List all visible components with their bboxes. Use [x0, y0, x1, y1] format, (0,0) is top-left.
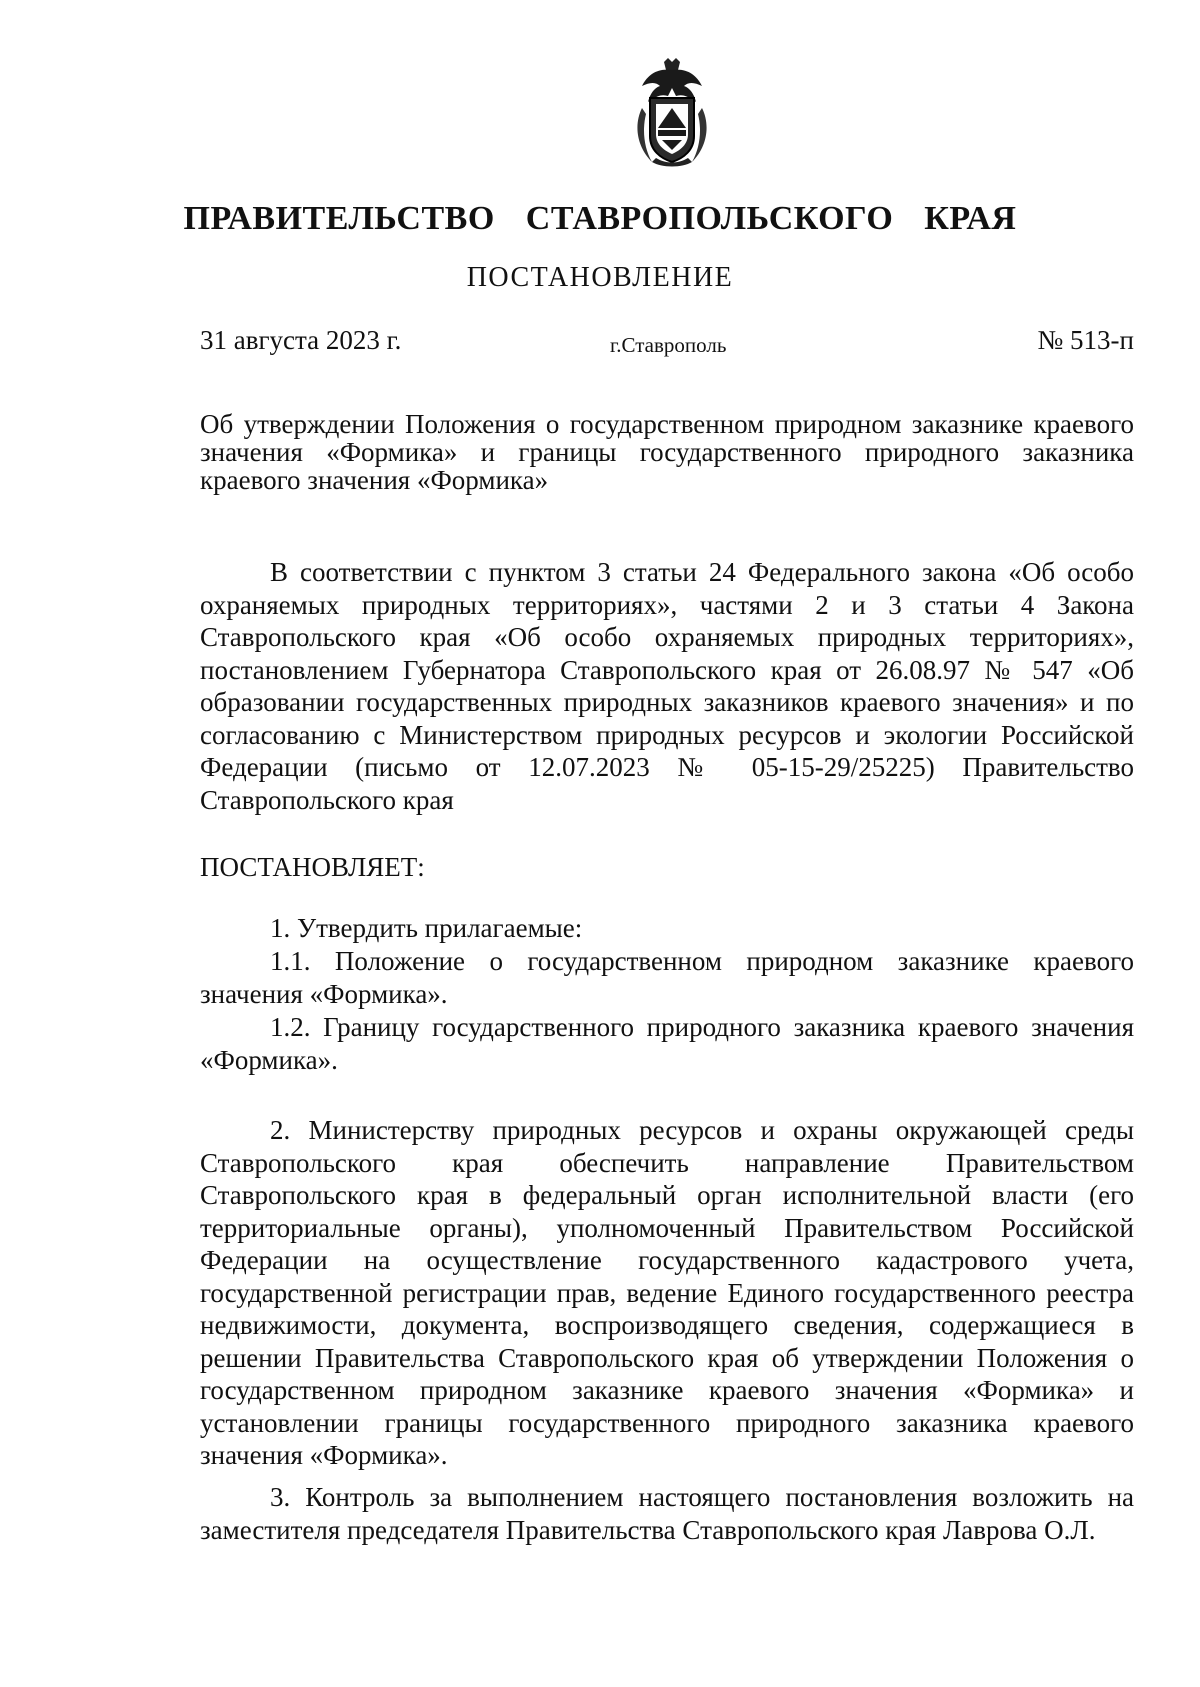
document-date: 31 августа 2023 г.: [200, 325, 402, 355]
government-title: ПРАВИТЕЛЬСТВО СТАВРОПОЛЬСКОГО КРАЯ: [183, 200, 1017, 237]
coat-of-arms-icon: [628, 58, 716, 168]
document-number: № 513-п: [1037, 325, 1134, 355]
paragraph-2: 2. Министерству природных ресурсов и охраны окружающей среды Ставропольского края обеспечить направление Правительством Ставропольского края в федеральный орган исполнительной власти (его территориальные органы), уполномоченный Правительством Российской Федерации на осуществление государственного кадастрового учета, государственной регистрации прав, ведение Единого государственного реестра недвижимости, документа, воспроизводящего сведения, содержащиеся в решении Правительства Ставропольского края об утверждении Положения о государственном природном заказнике краевого значения «Формика» и установлении границы государственного природного заказника краевого значения «Формика».: [200, 1115, 1134, 1470]
document-city: г.Ставрополь: [610, 333, 727, 357]
item-1-2: 1.2. Границу государственного природного заказника краевого значения «Формика».: [200, 1012, 1134, 1075]
document-type: ПОСТАНОВЛЕНИЕ: [466, 262, 734, 293]
item-1: 1. Утвердить прилагаемые:: [270, 913, 583, 943]
item-1-1: 1.1. Положение о государственном природном заказнике краевого значения «Формика».: [200, 946, 1134, 1009]
approval-items: [200, 912, 1134, 1077]
decree-word: ПОСТАНОВЛЯЕТ:: [200, 852, 425, 882]
preamble-paragraph: В соответствии с пунктом 3 статьи 24 Федерального закона «Об особо охраняемых природных территориях», частями 2 и 3 статьи 4 Закона Ставропольского края «Об особо охраняемых природных территориях», постановлением Губернатора Ставропольского края от 26.08.97 № 547 «Об образовании государственных природных заказников краевого значения» и по согласованию с Министерством природных ресурсов и экологии Российской Федерации (письмо от 12.07.2023 № 05-15-29/25225) Правительство Ставропольского края: [200, 557, 1134, 815]
document-subject: Об утверждении Положения о государственном природном заказнике краевого значения «Формика» и границы государственного природного заказника краевого значения «Формика»: [200, 409, 1134, 495]
paragraph-3: 3. Контроль за выполнением настоящего постановления возложить на заместителя председателя Правительства Ставропольского края Лаврова О.Л.: [200, 1482, 1134, 1545]
